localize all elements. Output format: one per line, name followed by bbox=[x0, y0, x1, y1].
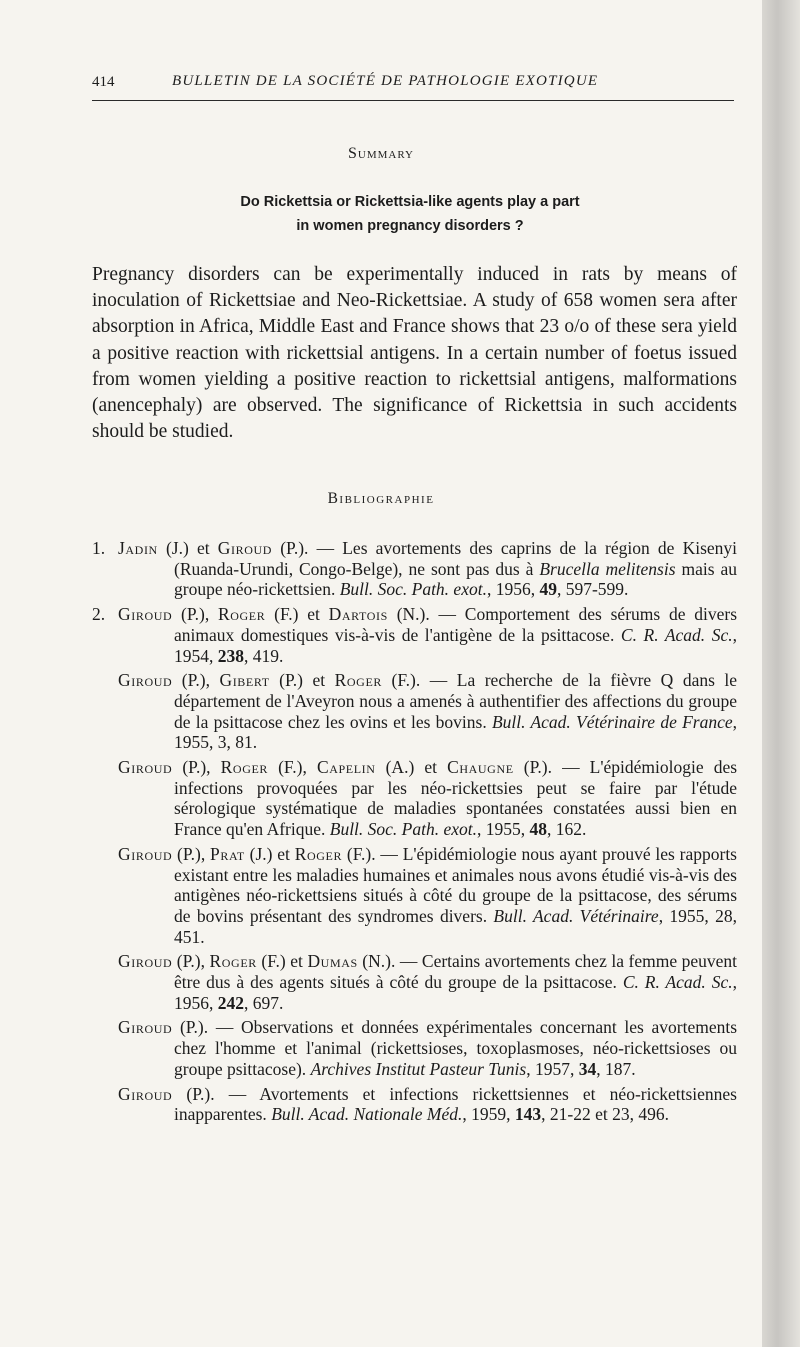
reference-volume: 48 bbox=[529, 819, 548, 840]
reference-journal: C. R. Acad. Sc. bbox=[622, 972, 733, 993]
reference-pages: , 597-599. bbox=[556, 579, 629, 600]
reference-text: — La recherche de la fièvre Q dans le département de l'Aveyron nous a amenés à authentifier des affections du groupe de la psittacose chez les ovins et les bovins. bbox=[174, 670, 738, 732]
reference-author: Giroud bbox=[118, 670, 173, 691]
reference-author-initials: (J.) et bbox=[165, 538, 218, 558]
running-title: BULLETIN DE LA SOCIÉTÉ DE PATHOLOGIE EXOTIQUE bbox=[172, 73, 599, 89]
reference-item bbox=[92, 757, 737, 840]
reference-item bbox=[92, 951, 737, 1013]
page-header bbox=[92, 70, 734, 94]
reference-author: Chaugne bbox=[447, 757, 514, 778]
reference-author: Roger bbox=[218, 604, 266, 625]
reference-author: Gibert bbox=[219, 670, 270, 691]
reference-item bbox=[92, 538, 737, 600]
reference-author: Giroud bbox=[118, 843, 173, 864]
reference-journal: Archives Institut Pasteur Tunis bbox=[310, 1058, 527, 1079]
reference-author: Giroud bbox=[118, 604, 173, 625]
reference-volume: 238 bbox=[217, 645, 244, 666]
reference-volume: 49 bbox=[539, 579, 557, 600]
reference-item bbox=[92, 670, 737, 753]
reference-journal: C. R. Acad. Sc. bbox=[620, 624, 733, 645]
reference-text: — Observations et données expérimentales concernant les avortements chez l'homme et l'animal (rickettsioses, toxoplasmoses, néo-rickettsioses ou groupe psittacose). bbox=[174, 1017, 738, 1079]
reference-item bbox=[92, 1017, 737, 1079]
reference-journal: Bull. Soc. Path. exot. bbox=[329, 819, 478, 840]
reference-author-initials: (P.). bbox=[280, 538, 309, 558]
reference-list bbox=[92, 538, 737, 1129]
reference-author-initials: (F.), bbox=[278, 757, 317, 778]
reference-number: 2. bbox=[92, 604, 106, 625]
reference-text: — Avortements et infections rickettsiennes et néo-rickettsiennes inapparentes. bbox=[174, 1083, 737, 1125]
bibliography-heading: Bibliographie bbox=[327, 490, 435, 507]
reference-text: — Comportement des sérums de divers animaux domestiques vis-à-vis de l'antigène de la psittacose. bbox=[174, 604, 738, 645]
reference-author-initials: (F.) et bbox=[261, 951, 308, 972]
reference-author-initials: (N.). bbox=[396, 604, 430, 625]
reference-journal: Bull. Acad. Vétérinaire bbox=[493, 905, 659, 926]
reference-author: Giroud bbox=[118, 1017, 173, 1038]
reference-author: Jadin bbox=[118, 538, 158, 558]
reference-text: mais au groupe néo-rickettsien. bbox=[174, 558, 737, 600]
reference-year: , 1954, bbox=[174, 624, 738, 666]
reference-author: Roger bbox=[209, 951, 257, 972]
reference-author-initials: (P.), bbox=[176, 951, 210, 972]
reference-item bbox=[92, 1084, 737, 1125]
reference-author-initials: (P.). bbox=[179, 1017, 209, 1038]
reference-pages: 3, 81. bbox=[217, 732, 258, 753]
reference-text: — L'épidémiologie nous ayant prouvé les rapports existant entre les maladies humaines et animales nous avons étudié vis-à-vis des antigènes néo-rickettsiens situés à côté du groupe de la psittacose, des sérums de bovins présentant des syndromes divers. bbox=[174, 843, 737, 926]
reference-author: Giroud bbox=[118, 1083, 173, 1104]
reference-item bbox=[92, 844, 737, 948]
summary-title-line1: Do Rickettsia or Rickettsia-like agents play a part bbox=[240, 194, 580, 210]
reference-author: Giroud bbox=[118, 951, 173, 972]
reference-pages: , 162. bbox=[547, 819, 587, 840]
reference-author-initials: (N.). bbox=[362, 951, 396, 972]
reference-author-initials: (P.), bbox=[181, 604, 218, 625]
reference-journal: Bull. Acad. Nationale Méd. bbox=[271, 1104, 463, 1125]
reference-author: Roger bbox=[220, 757, 268, 778]
reference-author-initials: (F.). bbox=[346, 843, 376, 864]
reference-year: , 1959, bbox=[462, 1104, 515, 1125]
reference-year: , 1956, bbox=[486, 579, 540, 600]
reference-pages: , 697. bbox=[244, 992, 284, 1013]
reference-text: — L'épidémiologie des infections provoquées par les néo-rickettsies peut se faire par l'étude sérologique systématique de maladies spontanées constatées aussi bien en France qu'en Afrique. bbox=[174, 757, 738, 840]
reference-author-initials: (P.), bbox=[177, 843, 211, 864]
reference-author-initials: (A.) et bbox=[385, 757, 448, 778]
header-rule bbox=[92, 100, 734, 101]
reference-author: Capelin bbox=[316, 757, 376, 778]
reference-year: , 1956, bbox=[174, 972, 737, 1013]
reference-author-initials: (J.) et bbox=[249, 843, 295, 864]
summary-title-line2: in women pregnancy disorders ? bbox=[296, 218, 524, 234]
summary-body: Pregnancy disorders can be experimentally induced in rats by means of inoculation of Rickettsiae and Neo-Rickettsiae. A study of 658 women sera after absorption in Africa, Middle East and France shows that 23 o/o of these sera yield a positive reaction with rickettsial antigens. In a certain number of foetus issued from women yielding a positive reaction to rickettsial antigens, malformations (anencephaly) are observed. The significance of Rickettsia in such accidents should be studied. bbox=[92, 264, 737, 443]
reference-author-initials: (P.). bbox=[523, 757, 552, 778]
reference-year: , 1957, bbox=[526, 1058, 579, 1079]
reference-species: Brucella melitensis bbox=[539, 558, 676, 579]
reference-year: , 1955, bbox=[477, 819, 530, 840]
summary-title bbox=[160, 190, 660, 238]
reference-author-initials: (P.), bbox=[181, 670, 220, 691]
reference-author: Giroud bbox=[118, 757, 173, 778]
reference-volume: 143 bbox=[514, 1104, 542, 1125]
reference-author: Dartois bbox=[328, 604, 388, 625]
reference-author: Dumas bbox=[307, 951, 358, 972]
page-edge-shadow bbox=[762, 0, 800, 1347]
reference-pages: 28, 451. bbox=[174, 905, 737, 947]
page-number: 414 bbox=[92, 74, 115, 90]
reference-journal: Bull. Soc. Path. exot. bbox=[339, 579, 487, 600]
reference-author-initials: (P.). bbox=[186, 1083, 215, 1104]
reference-author-initials: (P.) et bbox=[279, 670, 335, 691]
reference-year: , 1955, bbox=[174, 711, 738, 753]
reference-volume: 242 bbox=[217, 992, 244, 1013]
reference-pages: , 419. bbox=[244, 645, 284, 666]
reference-pages: , 21-22 et 23, 496. bbox=[541, 1104, 669, 1125]
reference-volume: 34 bbox=[578, 1058, 597, 1079]
reference-author: Roger bbox=[294, 843, 343, 864]
reference-pages: , 187. bbox=[596, 1058, 636, 1079]
reference-author-initials: (F.) et bbox=[274, 604, 329, 625]
reference-item bbox=[92, 604, 737, 666]
reference-author: Roger bbox=[334, 670, 382, 691]
reference-journal: Bull. Acad. Vétérinaire de France bbox=[491, 711, 733, 732]
reference-year: , 1955, bbox=[658, 905, 716, 926]
summary-heading: Summary bbox=[347, 145, 415, 162]
reference-number: 1. bbox=[92, 538, 106, 558]
reference-author: Giroud bbox=[217, 538, 273, 558]
reference-author-initials: (P.), bbox=[182, 757, 221, 778]
reference-author: Prat bbox=[210, 843, 245, 864]
reference-text: — Certains avortements chez la femme peuvent être dus à des agents situés à côté du groupe de la psittacose. bbox=[174, 951, 738, 993]
reference-text: — Les avortements des caprins de la région de Kisenyi (Ruanda-Urundi, Congo-Belge), ne sont pas dus à bbox=[174, 538, 738, 579]
reference-author-initials: (F.). bbox=[391, 670, 421, 691]
